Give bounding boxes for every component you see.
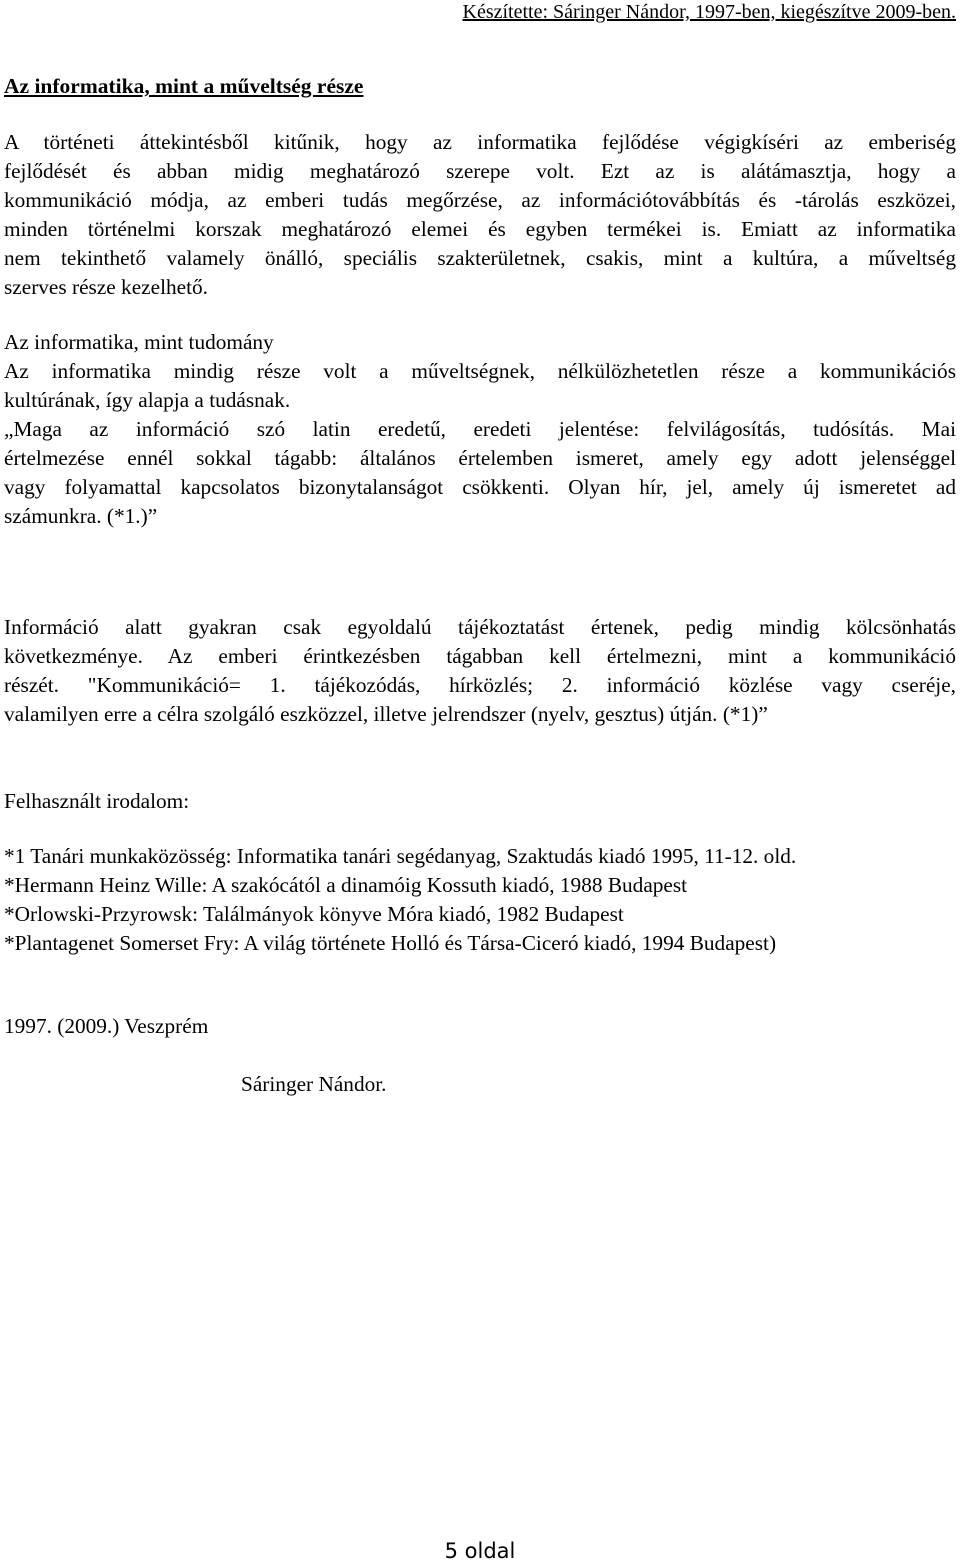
subheading: Az informatika, mint tudomány xyxy=(4,330,274,354)
section-title: Az informatika, mint a műveltség része xyxy=(4,74,364,98)
literature-heading: Felhasznált irodalom: xyxy=(4,789,190,813)
paragraph-history xyxy=(4,128,956,302)
reference-item: *Plantagenet Somerset Fry: A világ története Holló és Társa-Ciceró kiadó, 1994 Budapest) xyxy=(4,931,777,955)
paragraph-line: Az informatika mindig része volt a műveltségnek, nélkülözhetetlen része a kommunikációs xyxy=(4,359,956,383)
header-credit: Készítette: Sáringer Nándor, 1997-ben, kiegészítve 2009-ben. xyxy=(462,1,956,23)
reference-item: *Hermann Heinz Wille: A szakócától a dinamóig Kossuth kiadó, 1988 Budapest xyxy=(4,873,688,897)
paragraph-line: minden történelmi korszak meghatározó elemei és egyben termékei is. Emiatt az informatika xyxy=(4,217,956,241)
paragraph-communication xyxy=(4,613,956,729)
paragraph-line: részét. "Kommunikáció= 1. tájékozódás, hírközlés; 2. információ közlése vagy cseréje, xyxy=(4,673,956,697)
quote-line: számunkra. (*1.)” xyxy=(4,504,158,528)
page-number: 5 oldal xyxy=(444,1539,516,1563)
reference-item: *Orlowski-Przyrowsk: Találmányok könyve Móra kiadó, 1982 Budapest xyxy=(4,902,624,926)
quote-line: vagy folyamattal kapcsolatos bizonytalanságot csökkenti. Olyan hír, jel, amely új ismeretet ad xyxy=(4,475,956,499)
quote-line: értelmezése ennél sokkal tágabb: általános értelemben ismeret, amely egy adott jelenséggel xyxy=(4,446,956,470)
paragraph-line: következménye. Az emberi érintkezésben tágabban kell értelmezni, mint a kommunikáció xyxy=(4,644,956,668)
paragraph-line: Információ alatt gyakran csak egyoldalú tájékoztatást értenek, pedig mindig kölcsönhatás xyxy=(4,615,956,639)
date-place: 1997. (2009.) Veszprém xyxy=(4,1014,209,1038)
paragraph-science xyxy=(4,328,956,531)
paragraph-line: kommunikáció módja, az emberi tudás megőrzése, az információtovábbítás és -tárolás eszközei, xyxy=(4,188,956,212)
paragraph-line: kultúrának, így alapja a tudásnak. xyxy=(4,388,291,412)
page-header xyxy=(0,0,960,24)
reference-list xyxy=(4,842,796,958)
paragraph-line: szerves része kezelhető. xyxy=(4,275,208,299)
paragraph-line: fejlődését és abban midig meghatározó szerepe volt. Ezt az is alátámasztja, hogy a xyxy=(4,159,956,183)
paragraph-line: valamilyen erre a célra szolgáló eszközzel, illetve jelrendszer (nyelv, gesztus) útján. (*1)” xyxy=(4,702,768,726)
quote-line: „Maga az információ szó latin eredetű, eredeti jelentése: felvilágosítás, tudósítás. Mai xyxy=(4,417,956,441)
paragraph-line: nem tekinthető valamely önálló, speciális szakterületnek, csakis, mint a kultúra, a műveltség xyxy=(4,246,956,270)
page-footer xyxy=(0,1538,960,1564)
author-signature: Sáringer Nándor. xyxy=(241,1072,387,1096)
reference-item: *1 Tanári munkaközösség: Informatika tanári segédanyag, Szaktudás kiadó 1995, 11-12. old. xyxy=(4,844,797,868)
paragraph-line: A történeti áttekintésből kitűnik, hogy az informatika fejlődése végigkíséri az emberiség xyxy=(4,130,956,154)
